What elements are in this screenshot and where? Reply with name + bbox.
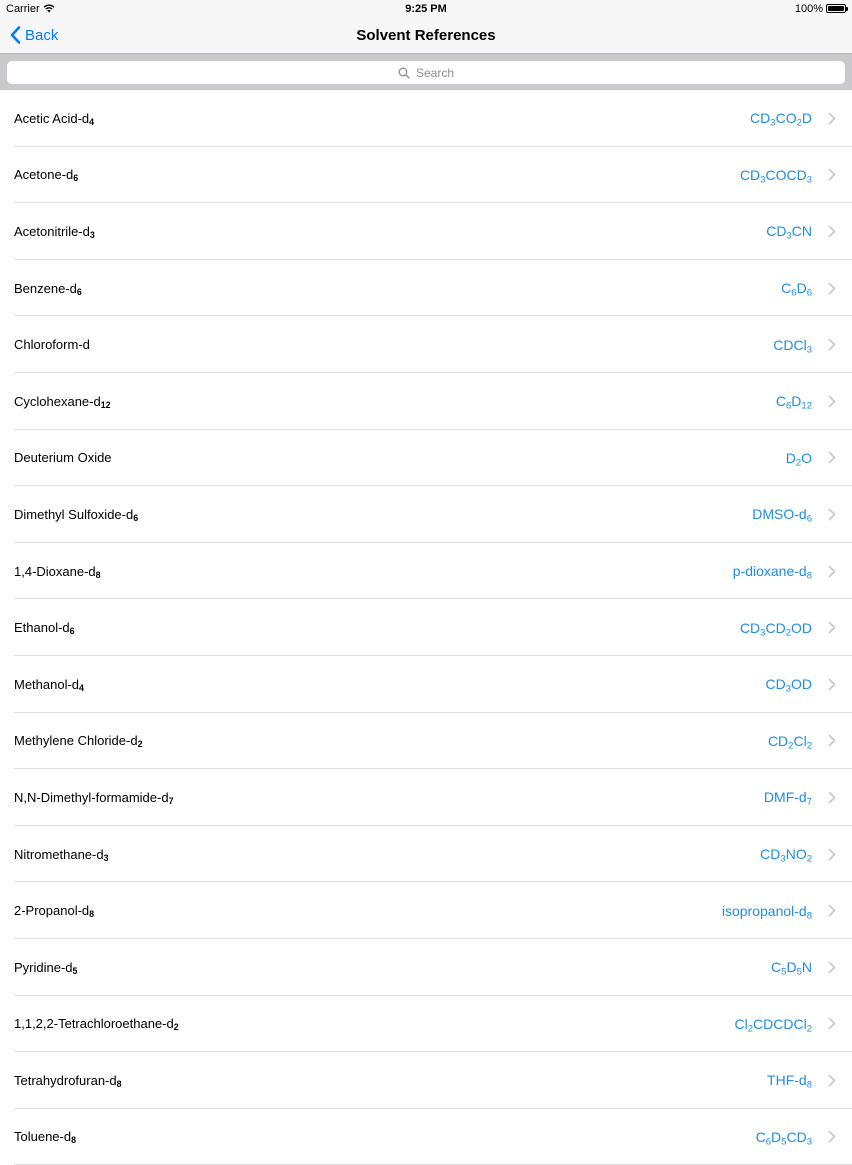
solvent-formula-subscript: 3 [760, 627, 766, 639]
row-accessory [781, 280, 836, 299]
solvent-name-text: Benzene-d [14, 280, 77, 296]
solvent-name [14, 620, 75, 635]
solvent-formula [739, 619, 812, 639]
solvent-name [14, 564, 101, 579]
solvent-name-text: 1,4-Dioxane-d [14, 563, 96, 579]
solvent-formula-text: DMSO-d [752, 506, 807, 523]
solvent-formula [785, 449, 812, 469]
chevron-right-icon [828, 848, 836, 861]
list-item[interactable] [0, 260, 852, 317]
solvent-formula-text: D [801, 110, 812, 127]
solvent-formula [766, 223, 812, 242]
list-item[interactable] [0, 1052, 852, 1109]
list-item[interactable] [0, 90, 852, 147]
status-bar [0, 0, 852, 17]
list-item[interactable] [0, 769, 852, 826]
solvent-formula-text: N [801, 959, 812, 976]
battery-percent: 100% [794, 2, 823, 15]
solvent-name-text: N,N-Dimethyl-formamide-d [14, 789, 169, 805]
solvent-formula-subscript: 3 [760, 174, 766, 186]
row-accessory [775, 393, 836, 412]
solvent-formula-text: p-dioxane-d [732, 563, 807, 580]
solvent-formula-subscript: 2 [747, 1023, 754, 1035]
solvent-formula [722, 903, 812, 919]
row-accessory [771, 959, 836, 978]
solvent-name-text: 2-Propanol-d [14, 903, 90, 919]
solvent-formula-subscript: 2 [806, 853, 812, 865]
solvent-formula-subscript: 2 [796, 117, 802, 129]
solvent-name [14, 790, 174, 805]
solvent-name-text: Ethanol-d [14, 620, 70, 636]
row-accessory [734, 1015, 837, 1035]
solvent-list [0, 90, 852, 1165]
list-item[interactable] [0, 996, 852, 1053]
list-item[interactable] [0, 1109, 852, 1165]
row-accessory [773, 336, 836, 356]
solvent-name-subscript: 6 [69, 626, 75, 637]
solvent-name-subscript: 7 [168, 796, 174, 807]
search-placeholder: Search [415, 65, 455, 80]
row-accessory [765, 676, 836, 695]
solvent-name [14, 733, 143, 748]
solvent-formula-text: C [771, 959, 782, 976]
solvent-name-text: Acetone-d [14, 167, 74, 183]
chevron-right-icon [828, 621, 836, 634]
solvent-name [14, 281, 82, 296]
row-accessory [722, 903, 836, 919]
solvent-formula-subscript: 7 [806, 796, 812, 808]
solvent-formula-text: C [781, 280, 792, 297]
chevron-right-icon [828, 225, 836, 238]
solvent-formula-text: isopropanol-d [721, 902, 807, 919]
chevron-right-icon [828, 961, 836, 974]
solvent-name-subscript: 2 [137, 739, 143, 750]
solvent-name-subscript: 6 [133, 513, 139, 524]
solvent-name [14, 903, 94, 918]
status-time: 9:25 PM [405, 2, 447, 15]
solvent-name-subscript: 4 [79, 682, 84, 693]
list-item[interactable] [0, 656, 852, 713]
solvent-name [14, 167, 78, 182]
solvent-formula-text: CD [750, 110, 771, 127]
solvent-name-subscript: 3 [103, 852, 109, 863]
chevron-right-icon [828, 565, 836, 578]
chevron-right-icon [828, 734, 836, 747]
chevron-right-icon [828, 395, 836, 408]
solvent-formula-subscript: 3 [780, 853, 786, 865]
solvent-name-text: Dimethyl Sulfoxide-d [14, 506, 134, 522]
solvent-formula-text: CDCl [773, 336, 807, 353]
solvent-formula-subscript: 2 [788, 740, 794, 752]
chevron-right-icon [828, 112, 836, 125]
solvent-formula-subscript: 5 [781, 1136, 787, 1148]
solvent-formula-subscript: 6 [806, 287, 812, 299]
solvent-formula-text: D [791, 393, 802, 410]
solvent-formula-subscript: 6 [806, 513, 812, 525]
search-bar [0, 53, 852, 90]
solvent-formula [771, 959, 812, 978]
list-item[interactable] [0, 713, 852, 770]
chevron-right-icon [828, 1074, 836, 1087]
solvent-formula [739, 166, 812, 186]
solvent-formula [781, 280, 812, 299]
solvent-name-text: Deuterium Oxide [14, 450, 112, 466]
solvent-formula-text: Cl [734, 1015, 748, 1032]
solvent-formula-subscript: 3 [806, 174, 812, 186]
solvent-formula-text: CN [791, 223, 812, 240]
solvent-name-subscript: 8 [116, 1079, 122, 1090]
solvent-formula-text: THF-d [767, 1072, 807, 1089]
solvent-formula-subscript: 6 [791, 287, 797, 299]
solvent-formula-text: D [786, 959, 797, 976]
row-accessory [755, 1128, 836, 1148]
solvent-formula-text: C [775, 393, 786, 410]
solvent-formula-text: OD [791, 619, 812, 636]
solvent-formula-subscript: 3 [785, 683, 791, 695]
solvent-formula-text: CD [760, 846, 781, 863]
solvent-name-text: Cyclohexane-d [14, 393, 101, 409]
solvent-formula-subscript: 8 [806, 1079, 812, 1091]
solvent-formula [763, 789, 812, 808]
solvent-formula-subscript: 6 [765, 1136, 772, 1148]
row-accessory [763, 789, 836, 808]
solvent-name-text: Toluene-d [14, 1129, 72, 1145]
solvent-formula [755, 1128, 812, 1148]
solvent-formula [773, 336, 812, 356]
row-accessory [750, 110, 836, 129]
row-accessory [760, 846, 836, 865]
solvent-name [14, 507, 138, 522]
solvent-name [14, 677, 84, 692]
navigation-bar [0, 17, 852, 53]
solvent-formula-subscript: 8 [806, 909, 812, 921]
carrier-label: Carrier [6, 2, 40, 15]
row-accessory [752, 506, 836, 525]
solvent-formula-text: O [801, 449, 812, 466]
solvent-name-text: Tetrahydrofuran-d [14, 1072, 117, 1088]
solvent-formula-text: CD [766, 223, 787, 240]
page-title: Solvent References [356, 26, 496, 44]
solvent-name [14, 1016, 179, 1031]
list-item[interactable] [0, 543, 852, 600]
row-accessory [732, 563, 836, 582]
solvent-name-subscript: 6 [76, 286, 82, 297]
back-label: Back [25, 26, 59, 44]
battery-fill [828, 6, 844, 11]
chevron-right-icon [828, 904, 836, 917]
row-accessory [739, 619, 836, 639]
row-accessory [767, 732, 836, 752]
solvent-formula-subscript: 2 [795, 457, 802, 469]
chevron-right-icon [828, 1130, 836, 1143]
solvent-name [14, 111, 94, 126]
list-item[interactable] [0, 939, 852, 996]
solvent-name [14, 337, 90, 352]
solvent-formula [752, 506, 812, 525]
solvent-formula [767, 732, 812, 752]
solvent-formula-subscript: 6 [785, 400, 792, 412]
solvent-name-text: Acetonitrile-d [14, 223, 90, 239]
solvent-name-text: Methanol-d [14, 676, 80, 692]
solvent-name [14, 394, 111, 409]
solvent-name-text: Methylene Chloride-d [14, 733, 138, 749]
status-left [6, 3, 55, 15]
solvent-formula [765, 676, 812, 695]
solvent-name-subscript: 4 [89, 117, 95, 127]
solvent-formula-subscript: 5 [796, 966, 802, 978]
solvent-formula [775, 393, 812, 412]
solvent-name [14, 224, 95, 239]
solvent-formula-subscript: 2 [806, 1023, 812, 1035]
solvent-name-subscript: 3 [89, 230, 95, 241]
solvent-name-subscript: 5 [72, 965, 78, 976]
solvent-formula [734, 1015, 813, 1035]
list-item[interactable] [0, 826, 852, 883]
chevron-right-icon [828, 508, 836, 521]
chevron-right-icon [828, 451, 836, 464]
chevron-right-icon [828, 282, 836, 295]
list-item[interactable] [0, 203, 852, 260]
solvent-name-text: 1,1,2,2-Tetrachloroethane-d [14, 1016, 174, 1032]
chevron-right-icon [828, 1017, 836, 1030]
solvent-formula [750, 110, 812, 129]
solvent-formula-subscript: 3 [806, 344, 812, 356]
solvent-formula-text: D [796, 280, 807, 297]
solvent-formula-subscript: 12 [801, 400, 812, 412]
list-item[interactable] [0, 147, 852, 204]
solvent-formula-subscript: 8 [806, 570, 812, 582]
solvent-formula-text: DMF-d [763, 789, 807, 806]
solvent-name [14, 450, 112, 465]
solvent-formula-text: OD [791, 676, 812, 693]
chevron-right-icon [828, 338, 836, 351]
list-item[interactable] [0, 882, 852, 939]
solvent-name-text: Pyridine-d [14, 959, 73, 975]
solvent-formula-text: D [771, 1128, 782, 1145]
solvent-formula-text: COCD [765, 166, 807, 183]
solvent-formula-text: CD [765, 619, 786, 636]
chevron-left-icon [10, 26, 21, 44]
solvent-formula-subscript: 3 [770, 117, 776, 129]
magnifier-icon [398, 67, 410, 79]
list-item[interactable] [0, 486, 852, 543]
solvent-name-subscript: 8 [71, 1135, 77, 1146]
solvent-name-subscript: 6 [73, 173, 79, 184]
list-item[interactable] [0, 373, 852, 430]
search-input[interactable] [7, 61, 845, 84]
solvent-formula [760, 846, 812, 865]
solvent-name-subscript: 12 [100, 399, 111, 410]
solvent-formula-text: CD [739, 166, 761, 183]
solvent-formula-text: CD [739, 619, 761, 636]
wifi-icon [43, 4, 55, 13]
solvent-formula-text: CD [786, 1128, 807, 1145]
status-right [795, 3, 846, 15]
chevron-right-icon [828, 168, 836, 181]
solvent-name-text: Acetic Acid-d [14, 110, 90, 126]
solvent-formula-text: CD [767, 732, 789, 749]
solvent-name-text: Nitromethane-d [14, 846, 104, 862]
solvent-name-subscript: 8 [89, 909, 95, 920]
solvent-formula-subscript: 2 [785, 627, 791, 639]
list-item[interactable] [0, 599, 852, 656]
row-accessory [767, 1072, 836, 1091]
solvent-formula-subscript: 2 [806, 740, 812, 752]
chevron-right-icon [828, 791, 836, 804]
solvent-name [14, 960, 77, 975]
list-item[interactable] [0, 430, 852, 487]
solvent-name [14, 847, 109, 862]
solvent-formula-subscript: 3 [806, 1136, 812, 1148]
solvent-formula [767, 1072, 812, 1091]
row-accessory [785, 449, 836, 469]
solvent-formula [732, 563, 812, 582]
solvent-formula-text: CD [765, 676, 786, 693]
row-accessory [766, 223, 836, 242]
solvent-name-subscript: 8 [95, 569, 101, 580]
solvent-formula-text: Cl [793, 732, 807, 749]
list-item[interactable] [0, 316, 852, 373]
solvent-name-subscript: 2 [173, 1022, 179, 1033]
solvent-formula-subscript: 3 [786, 230, 792, 242]
solvent-formula-text: CO [775, 110, 797, 127]
chevron-right-icon [828, 678, 836, 691]
solvent-formula-text: NO [785, 846, 807, 863]
solvent-formula-text: C [755, 1128, 766, 1145]
solvent-name-text: Chloroform-d [14, 337, 90, 353]
row-accessory [739, 166, 836, 186]
solvent-name [14, 1129, 76, 1144]
battery-icon [826, 4, 846, 13]
solvent-formula-text: D [785, 449, 796, 466]
solvent-formula-text: CDCDCl [753, 1015, 807, 1032]
solvent-formula-subscript: 5 [781, 966, 787, 978]
back-button[interactable] [0, 17, 58, 53]
solvent-name [14, 1073, 122, 1088]
